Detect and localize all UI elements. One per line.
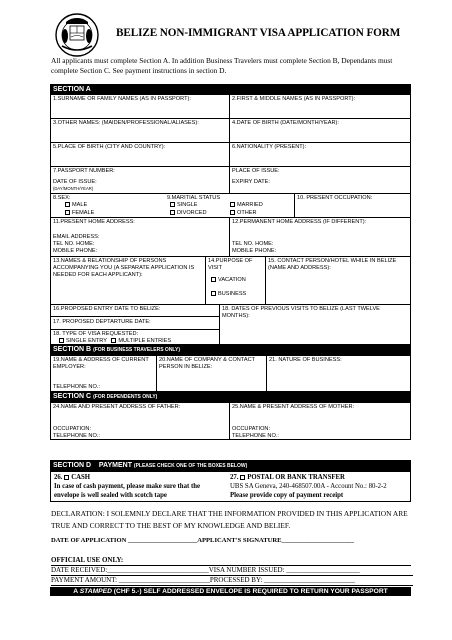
mobile-label-2: MOBILE PHONE: [232,248,277,254]
section-d-title: SECTION D [53,462,92,469]
female-checkbox[interactable] [65,210,70,215]
permanent-address-cell[interactable] [229,218,410,256]
divorced-checkbox[interactable] [170,210,175,215]
father-label: 24.NAME AND PRESENT ADDRESS OF FATHER: [53,404,181,410]
permanent-address-label: 12.PERMANENT HOME ADDRESS (IF DIFFERENT): [232,219,367,225]
home-address-label: 11.PRESENT HOME ADDRESS: [53,219,135,225]
belize-coat-of-arms-seal [52,12,102,58]
single-entry-checkbox[interactable] [59,338,64,343]
form-title: BELIZE NON-IMMIGRANT VISA APPLICATION FORM [116,27,401,39]
sex-female-option[interactable] [65,210,163,218]
section-c-header [51,392,410,403]
other-label: OTHER [237,209,257,216]
place-of-birth-field[interactable]: 5.PLACE OF BIRTH (CITY AND COUNTRY): [53,144,166,150]
date-of-issue-label: DATE OF ISSUE: [53,179,97,185]
purpose-label: 14.PURPOSE OF VISIT [208,258,253,271]
divorced-option[interactable] [170,210,227,218]
date-format-hint: (DAY/MONTH/YEAR) [53,186,94,191]
transfer-option[interactable] [227,472,410,501]
business-label: BUSINESS [218,290,247,297]
marital-status-label: 9.MARITIAL STATUS [167,195,221,201]
payment-note: (PLEASE CHECK ONE OF THE BOXES BELOW) [133,463,248,469]
passport-number-label: 7.PASSPORT NUMBER: [53,168,115,174]
form-row [51,305,410,345]
official-use-section [51,556,413,586]
form-row [51,119,410,143]
date-received-line: DATE RECEIVED:_____________________________VISA NUMBER ISSUED: _____________________ [51,566,413,576]
payment-options [51,472,410,501]
section-c-note: (FOR DEPENDENTS ONLY) [93,394,158,400]
payment-title: PAYMENT [98,462,132,469]
footer-stamped: STAMPED [79,588,112,595]
visa-type-cell [51,330,219,344]
date-of-birth-field[interactable]: 4.DATE OF BIRTH (DATE/MONTH/YEAR): [229,119,410,142]
married-checkbox[interactable] [230,202,235,207]
section-c-title: SECTION C [53,393,92,400]
form-row [51,143,410,167]
mother-cell[interactable] [229,403,410,439]
bank-details: UBS SA Geneva, 240-468507.00A - Account No.: 80-2-2 [230,483,387,490]
company-contact-field[interactable]: 20.NAME OF COMPANY & CONTACT PERSON IN BELIZE: [156,356,266,391]
sex-cell [51,194,165,217]
purpose-cell [205,257,265,304]
single-label: SINGLE [177,202,198,208]
envelope-notice-banner [50,587,411,596]
footer-prefix: A [73,588,80,595]
home-address-cell[interactable] [51,218,229,256]
business-checkbox[interactable] [211,291,216,296]
surname-field[interactable]: 1.SURNAME OR FAMILY NAMES (AS IN PASSPORT): [53,96,191,102]
declaration-text: DECLARATION: I SOLEMNLY DECLARE THAT THE INFORMATION PROVIDED IN THIS APPLICATION ARE TRUE AND CORRECT TO THE BEST OF MY KNOWLEDGE AND BELIEF. [51,509,408,530]
section-b-header [51,345,410,356]
tel-home-label-2: TEL NO. HOME: [232,241,274,247]
nature-of-business-field[interactable]: 21. NATURE OF BUSINESS: [266,356,410,391]
mother-occupation-label: OCCUPATION: [232,426,271,432]
email-label: EMAIL ADDRESS: [53,234,100,240]
vacation-option[interactable] [211,277,263,285]
married-label: MARRIED [237,202,263,208]
issue-cell[interactable] [229,167,410,193]
visa-type-label: 18. TYPE OF VISA REQUESTED: [53,331,139,337]
mobile-label: MOBILE PHONE: [53,248,98,254]
mother-label: 25.NAME & PRESENT ADDRESS OF MOTHER: [232,404,355,410]
vacation-label: VACATION [218,277,246,283]
mother-telephone-label: TELEPHONE NO.: [232,433,279,439]
divorced-label: DIVORCED [177,209,207,216]
form-row [51,218,410,257]
sex-male-option[interactable] [65,202,163,210]
payment-amount-line: PAYMENT AMOUNT: __________________________PROCESSED BY: __________________________ [51,576,413,586]
transfer-label: POSTAL OR BANK TRANSFER [247,474,345,481]
dates-cell [51,305,219,344]
marital-status-cell [165,194,294,217]
passport-cell[interactable] [51,167,229,193]
footer-rest: (CHF 5.-) SELF ADDRESSED ENVELOPE IS REQUIRED TO RETURN YOUR PASSPORT [111,588,388,595]
form-row [51,167,410,194]
form-row [51,194,410,218]
male-checkbox[interactable] [65,202,70,207]
other-checkbox[interactable] [230,210,235,215]
single-option[interactable] [170,202,227,210]
father-cell[interactable] [51,403,229,439]
cash-note: In case of cash payment, please make sure that the envelope is well sealed with scotch tape [54,483,201,499]
section-b-title: SECTION B [53,346,92,353]
vacation-checkbox[interactable] [211,277,216,282]
section-d-header [51,461,410,472]
multiple-entries-option[interactable] [111,338,171,344]
form-row [51,356,410,392]
transfer-checkbox[interactable] [240,475,245,480]
previous-visits-field[interactable]: 18. DATES OF PREVIOUS VISITS TO BELIZE (LAST TWELVE MONTHS): [219,305,410,344]
form-row [51,403,410,440]
form-row [51,257,410,305]
contact-person-field[interactable]: 15. CONTACT PERSON/HOTEL WHILE IN BELIZE (NAME AND ADDRESS): [265,257,410,304]
departure-date-field[interactable]: 17. PROPOSED DEPTARTURE DATE: [51,317,219,330]
occupation-field[interactable]: 10. PRESENT OCCUPATION: [294,194,410,217]
intro-text: All applicants must complete Section A. In addition Business Travelers must complete Section B, Dependants must complete Section C. See payment instructions in section D. [51,56,393,75]
other-names-field[interactable]: 3.OTHER NAMES: (MAIDEN/PROFESSIONAL/ALIASES): [53,120,199,126]
multiple-entries-checkbox[interactable] [111,338,116,343]
official-use-header: OFFICIAL USE ONLY: [51,556,411,566]
single-entry-option[interactable] [59,338,107,344]
section-b-note: (FOR BUSINESS TRAVELERS ONLY) [93,347,181,353]
multiple-entries-label: MULTIPLE ENTRIES [118,338,172,344]
expiry-date-label: EXPIRY DATE: [232,179,270,185]
father-telephone-label: TELEPHONE NO.: [53,433,100,439]
cash-number: 26. [54,474,63,481]
entry-date-field[interactable]: 16.PROPOSED ENTRY DATE TO BELIZE: [51,305,219,317]
cash-checkbox[interactable] [64,475,69,480]
tel-home-label: TEL NO. HOME: [53,241,95,247]
single-checkbox[interactable] [170,202,175,207]
place-of-issue-label: PLACE OF ISSUE: [232,168,280,174]
married-option[interactable] [230,202,263,210]
transfer-number: 27. [230,474,239,481]
business-telephone-label: TELEPHONE NO.: [53,384,100,390]
male-label: MALE [72,202,88,208]
employer-cell[interactable] [51,356,156,391]
other-option[interactable] [230,210,263,218]
first-names-field[interactable]: 2.FIRST & MIDDLE NAMES (AS IN PASSPORT): [229,95,410,118]
cash-option[interactable] [51,472,227,501]
cash-label: CASH [71,474,91,481]
employer-label: 19.NAME & ADDRESS OF CURRENT EMPLOYER: [53,357,149,370]
sex-label: 8.SEX: [53,195,71,201]
single-entry-label: SINGLE ENTRY [66,338,107,344]
female-label: FEMALE [72,209,95,216]
section-d-payment [50,460,411,502]
nationality-field[interactable]: 6.NATIONALITY (PRESENT): [229,143,410,166]
form-row [51,95,410,119]
father-occupation-label: OCCUPATION: [53,426,92,432]
form-table [50,84,411,440]
section-a-header: SECTION A [51,85,410,95]
date-signature-line[interactable]: DATE OF APPLICATION _____________________APPLICANT'S SIGNATURE______________________ [51,537,355,544]
business-option[interactable] [211,291,263,299]
accompanying-persons-field[interactable]: 13.NAMES & RELATIONSHIP OF PERSONS ACCOMPANYING YOU (A SEPARATE APPLICATION IS NEEDED FOR EACH APPLICANT): [53,258,195,278]
transfer-note: Please provide copy of payment receipt [230,492,344,499]
